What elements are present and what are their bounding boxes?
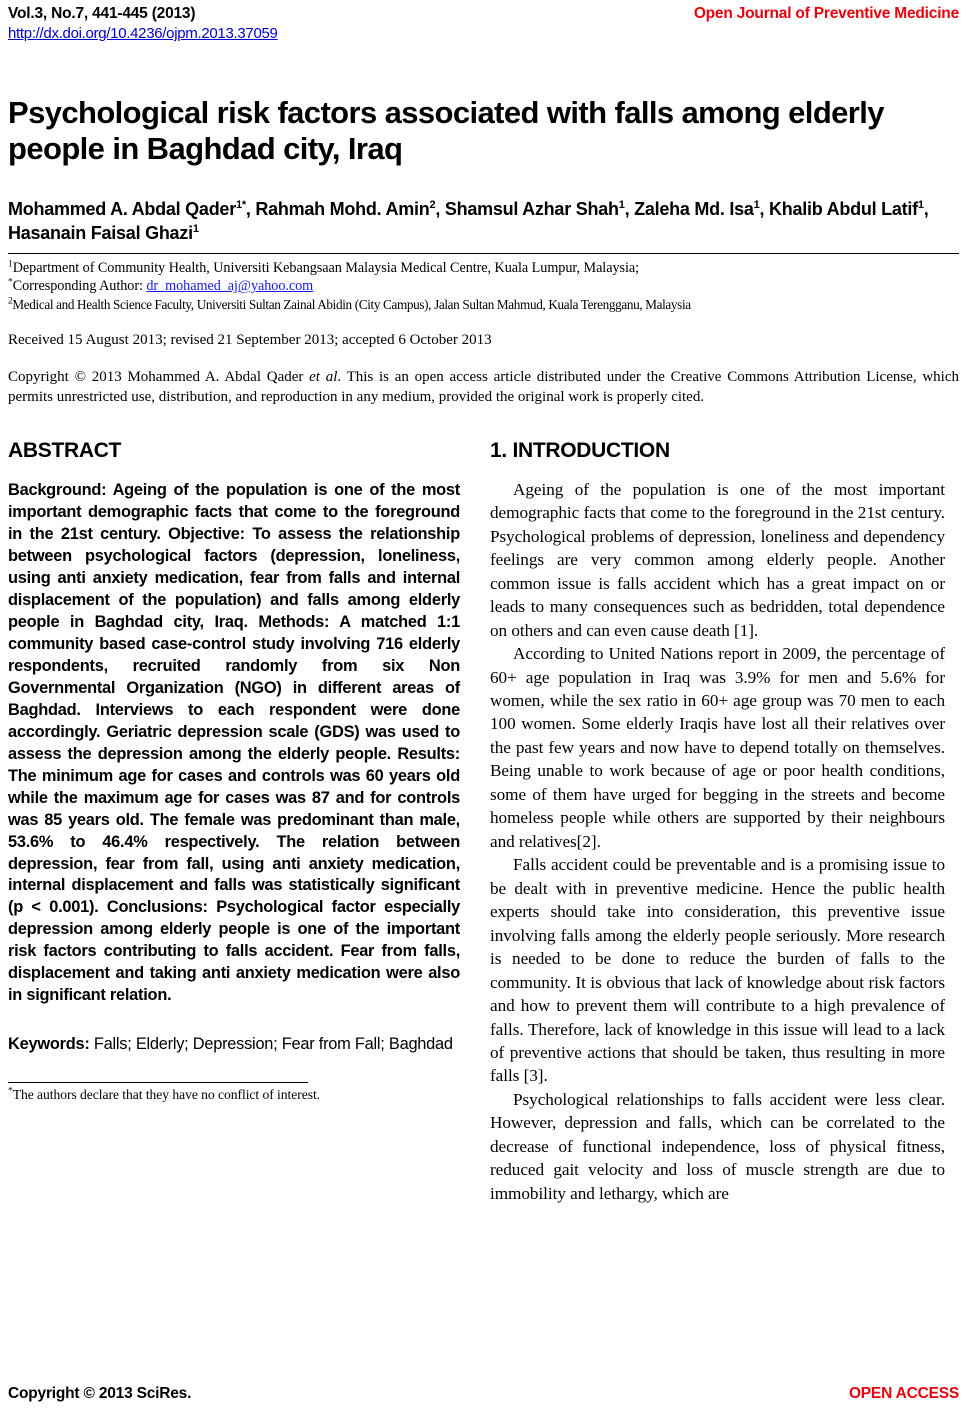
author-separator: , Hasanain Faisal Ghazi (8, 198, 929, 244)
journal-name: Open Journal of Preventive Medicine (693, 5, 959, 22)
intro-paragraph: Falls accident could be preventable and is a promising issue to be dealt with in preventive medicine. Hence the public health experts should take into consideration, this preventive issue involving falls among the elderly people seriously. More research is needed to be done to reduce the burden of falls to the community. It is obvious that lack of knowledge about risk factors and how to prevent them will contribute to a high prevalence of falls. Therefore, lack of knowledge in this issue will lead to a lack of preventive actions that should be taken, thus resulting in more falls [3]. (490, 855, 945, 1086)
abstract-heading: ABSTRACT (8, 438, 122, 462)
conflict-of-interest-note: *The authors declare that they have no conflict of interest. (8, 1086, 321, 1103)
keywords-value: Falls; Elderly; Depression; Fear from Fall; Baghdad (89, 1035, 453, 1054)
affiliation-marker: 1 (8, 258, 13, 269)
author-affiliation-divider (8, 253, 959, 254)
affiliation-2: $^2$Medical and Health Science Faculty, Universiti Sultan Zainal Abidin (City Campus), Jalan Sultan Mahmud, Kuala Terengganu, Malaysia (8, 296, 691, 312)
volume-issue-info: Vol.3, No.7, 441-445 (2013) (8, 5, 196, 22)
page-title: Psychological risk factors associated with falls among elderly people in Baghdad city, Iraq (8, 95, 884, 166)
author-list (8, 197, 959, 246)
keywords-label: Keywords: (8, 1035, 90, 1054)
author-affil-marker: 1 (917, 198, 924, 211)
corresponding-author: *Corresponding Author: dr_mohamed_aj@yahoo.com (8, 277, 314, 295)
intro-paragraph: Ageing of the population is one of the most important demographic facts that come to the foreground in the 21st century. Psychological problems of depression, loneliness and dependency feelings are very common among elderly people. Another common issue is falls accident which has a great impact on or leads to many consequences such as bedridden, total dependence on others and can even cause death [1]. (490, 479, 945, 640)
copyright-notice: Copyright © 2013 Mohammed A. Abdal Qader et al. This is an open access article distributed under the Creative Commons Attribution License, which permits unrestricted use, distribution, and reproduction in any medium, provided the original work is properly cited. (8, 369, 959, 405)
author-separator: , (759, 198, 765, 219)
intro-paragraph: According to United Nations report in 2009, the percentage of 60+ age population in Iraq was 3.9% for men and 5.6% for women, while the sex ratio in 60+ age group was 70 men to each 100 women. Some elderly Iraqis have lost all their relatives over the past few years and now have to depend totally on themselves. Being unable to work because of age or poor health conditions, some of them have urged for begging in the streets and become homeless people while others are supported by their neighbours and relatives[2]. (490, 644, 945, 851)
footer-copyright: Copyright © 2013 SciRes. (8, 1385, 192, 1402)
affiliation-1: $^1$Department of Community Health, Universiti Kebangsaan Malaysia Medical Centre, Kuala Lumpur, Malaysia; (8, 258, 639, 276)
author-name: Mohammed A. Abdal Qader (8, 198, 236, 219)
author-separator: , Shamsul Azhar Shah (435, 198, 619, 219)
intro-paragraph: Psychological relationships to falls accident were less clear. However, depression and falls, which can be correlated to the decrease of functional independence, loss of physical fitness, reduced gait velocity and loss of muscle strength are due to immobility and lethargy, which are (490, 1089, 945, 1203)
corresponding-marker: * (8, 277, 13, 288)
abstract-text: Background: Ageing of the population is one of the most important demographic facts that come to the foreground in the 21st century. Objective: To assess the relationship between psychological factors (depression, loneliness, using anti anxiety medication, fear from falls and internal displacement of the population) and falls among elderly people in Baghdad city, Iraq. Methods: A matched 1:1 community based case-control study involving 716 elderly respondents, recruited randomly from six Non Governmental Organization (NGO) in different areas of Baghdad. Interviews to each respondent were done accordingly. Geriatric depression scale (GDS) was used to assess the depression among the elderly people. Results: The minimum age for cases and controls was 60 years old while the maximum age for cases was 87 and for controls was 85 years old. The female was predominant than male, 53.6% to 46.4% respectively. The relation between depression, fear from fall, using anti anxiety medication, internal displacement and falls was statistically significant (p < 0.001). Conclusions: Psychological factor especially depression among elderly people is one of the important risk factors contributing to falls accident. Fear from falls, displacement and taking anti anxiety medication were also in significant relation. (8, 480, 460, 1005)
author-separator: , Rahmah Mohd. Amin (245, 198, 430, 219)
running-head (8, 0, 959, 23)
affiliation-block (8, 259, 959, 314)
doi-link[interactable]: http://dx.doi.org/10.4236/ojpm.2013.37059 (8, 25, 278, 42)
footnote-area (8, 1082, 460, 1103)
author-affil-marker: 2 (429, 198, 436, 211)
introduction-column (490, 439, 945, 1206)
author-affil-marker: 1 (192, 223, 199, 236)
page-footer (8, 1385, 959, 1403)
author-affil-marker: 1 (753, 198, 760, 211)
open-access-badge: OPEN ACCESS (848, 1385, 959, 1402)
author-separator: , Zaleha Md. Isa (624, 198, 754, 219)
footnote-marker: * (8, 1086, 13, 1097)
keywords (8, 1034, 460, 1056)
corresponding-email-link[interactable]: dr_mohamed_aj@yahoo.com (146, 278, 314, 295)
footnote-divider (8, 1082, 308, 1083)
affiliation-marker: 2 (8, 296, 13, 307)
author-affil-marker: 1 (618, 198, 625, 211)
author-affil-marker: 1* (235, 198, 246, 211)
body-columns (8, 439, 959, 1206)
submission-dates: Received 15 August 2013; revised 21 September 2013; accepted 6 October 2013 (8, 332, 492, 349)
abstract-column (8, 439, 460, 1206)
section-heading-introduction: 1. INTRODUCTION (490, 438, 670, 462)
author-name: Khalib Abdul Latif (769, 198, 918, 219)
